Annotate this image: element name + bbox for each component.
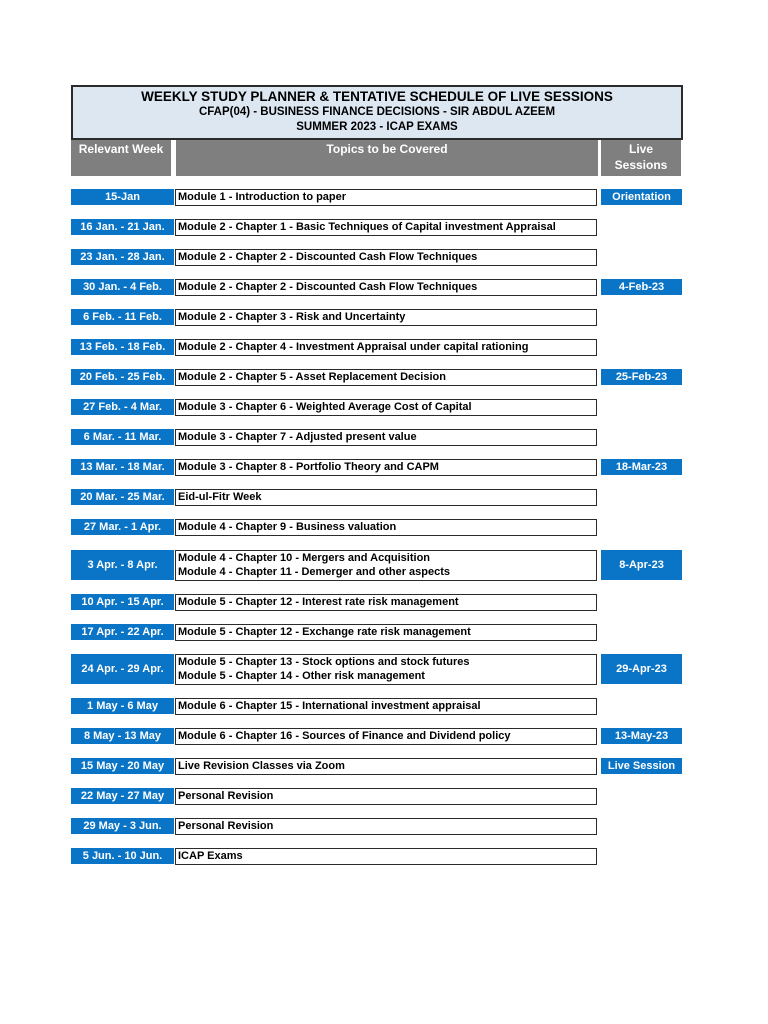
week-cell: 6 Mar. - 11 Mar. [71, 429, 174, 445]
topic-line: Module 4 - Chapter 10 - Mergers and Acquisition [178, 552, 431, 564]
topic-line: Module 2 - Chapter 4 - Investment Appraisal under capital rationing [178, 341, 529, 353]
topic-line: Module 1 - Introduction to paper [178, 191, 347, 203]
topic-line: Personal Revision [178, 790, 274, 802]
topic-line: Module 5 - Chapter 14 - Other risk management [178, 670, 425, 682]
week-cell: 17 Apr. - 22 Apr. [71, 624, 174, 640]
topic-line: Eid-ul-Fitr Week [178, 491, 262, 503]
week-cell: 22 May - 27 May [71, 788, 174, 804]
week-cell: 13 Mar. - 18 Mar. [71, 459, 174, 475]
topic-cell [175, 189, 597, 206]
topic-line: Module 6 - Chapter 15 - International investment appraisal [178, 700, 481, 712]
live-session-cell: 29-Apr-23 [601, 654, 682, 684]
week-cell: 27 Feb. - 4 Mar. [71, 399, 174, 415]
topic-cell [175, 624, 597, 641]
topic-cell [175, 339, 597, 356]
week-cell: 5 Jun. - 10 Jun. [71, 848, 174, 864]
topic-line: Module 5 - Chapter 12 - Interest rate risk management [178, 596, 459, 608]
column-header-live-line2: Sessions [614, 158, 668, 172]
column-header-week: Relevant Week [71, 140, 171, 176]
live-session-cell: 13-May-23 [601, 728, 682, 744]
week-cell: 27 Mar. - 1 Apr. [71, 519, 174, 535]
topic-line: Module 5 - Chapter 12 - Exchange rate risk management [178, 626, 471, 638]
week-cell: 30 Jan. - 4 Feb. [71, 279, 174, 295]
topic-cell [175, 758, 597, 775]
week-cell: 6 Feb. - 11 Feb. [71, 309, 174, 325]
topic-line: Module 4 - Chapter 9 - Business valuation [178, 521, 397, 533]
topic-line: Module 2 - Chapter 2 - Discounted Cash Flow Techniques [178, 251, 478, 263]
week-cell: 20 Feb. - 25 Feb. [71, 369, 174, 385]
week-cell: 23 Jan. - 28 Jan. [71, 249, 174, 265]
topic-cell [175, 519, 597, 536]
topic-cell [175, 848, 597, 865]
planner-subtitle: CFAP(04) - BUSINESS FINANCE DECISIONS - SIR ABDUL AZEEM [198, 106, 556, 118]
live-session-cell: 18-Mar-23 [601, 459, 682, 475]
column-header-live-sessions [601, 140, 681, 176]
topic-cell [175, 788, 597, 805]
topic-cell [175, 459, 597, 476]
topic-cell [175, 429, 597, 446]
topic-cell [175, 399, 597, 416]
topic-cell [175, 728, 597, 745]
topic-line: Module 6 - Chapter 16 - Sources of Finance and Dividend policy [178, 730, 511, 742]
topic-line: Module 4 - Chapter 11 - Demerger and other aspects [178, 566, 451, 578]
week-cell: 10 Apr. - 15 Apr. [71, 594, 174, 610]
topic-cell [175, 550, 597, 581]
topic-cell [175, 594, 597, 611]
topic-cell [175, 654, 597, 685]
topic-line: Module 2 - Chapter 3 - Risk and Uncertainty [178, 311, 406, 323]
week-cell: 8 May - 13 May [71, 728, 174, 744]
topic-line: Module 2 - Chapter 5 - Asset Replacement Decision [178, 371, 446, 383]
week-cell: 29 May - 3 Jun. [71, 818, 174, 834]
planner-session: SUMMER 2023 - ICAP EXAMS [296, 121, 458, 133]
week-cell: 16 Jan. - 21 Jan. [71, 219, 174, 235]
topic-cell [175, 698, 597, 715]
topic-cell [175, 249, 597, 266]
topic-line: Module 3 - Chapter 7 - Adjusted present value [178, 431, 417, 443]
topic-cell [175, 219, 597, 236]
topic-cell [175, 279, 597, 296]
live-session-cell: 25-Feb-23 [601, 369, 682, 385]
topic-cell [175, 489, 597, 506]
topic-line: Module 3 - Chapter 6 - Weighted Average Cost of Capital [178, 401, 472, 413]
live-session-cell: 4-Feb-23 [601, 279, 682, 295]
live-session-cell: Live Session [601, 758, 682, 774]
topic-cell [175, 369, 597, 386]
topic-cell [175, 818, 597, 835]
topic-line: ICAP Exams [178, 850, 243, 862]
live-session-cell: 8-Apr-23 [601, 550, 682, 580]
topic-cell [175, 309, 597, 326]
topic-line: Module 5 - Chapter 13 - Stock options and stock futures [178, 656, 470, 668]
topic-line: Live Revision Classes via Zoom [178, 760, 345, 772]
planner-title-box [71, 85, 683, 140]
column-header-topics: Topics to be Covered [176, 140, 598, 176]
week-cell: 15-Jan [71, 189, 174, 205]
week-cell: 1 May - 6 May [71, 698, 174, 714]
planner-title: WEEKLY STUDY PLANNER & TENTATIVE SCHEDULE OF LIVE SESSIONS [141, 89, 613, 104]
column-header-live-line1: Live [628, 142, 653, 156]
week-cell: 24 Apr. - 29 Apr. [71, 654, 174, 684]
week-cell: 3 Apr. - 8 Apr. [71, 550, 174, 580]
topic-line: Module 2 - Chapter 2 - Discounted Cash Flow Techniques [178, 281, 478, 293]
topic-line: Module 3 - Chapter 8 - Portfolio Theory and CAPM [178, 461, 439, 473]
week-cell: 15 May - 20 May [71, 758, 174, 774]
topic-line: Module 2 - Chapter 1 - Basic Techniques of Capital investment Appraisal [178, 221, 556, 233]
week-cell: 20 Mar. - 25 Mar. [71, 489, 174, 505]
week-cell: 13 Feb. - 18 Feb. [71, 339, 174, 355]
topic-line: Personal Revision [178, 820, 274, 832]
live-session-cell: Orientation [601, 189, 682, 205]
